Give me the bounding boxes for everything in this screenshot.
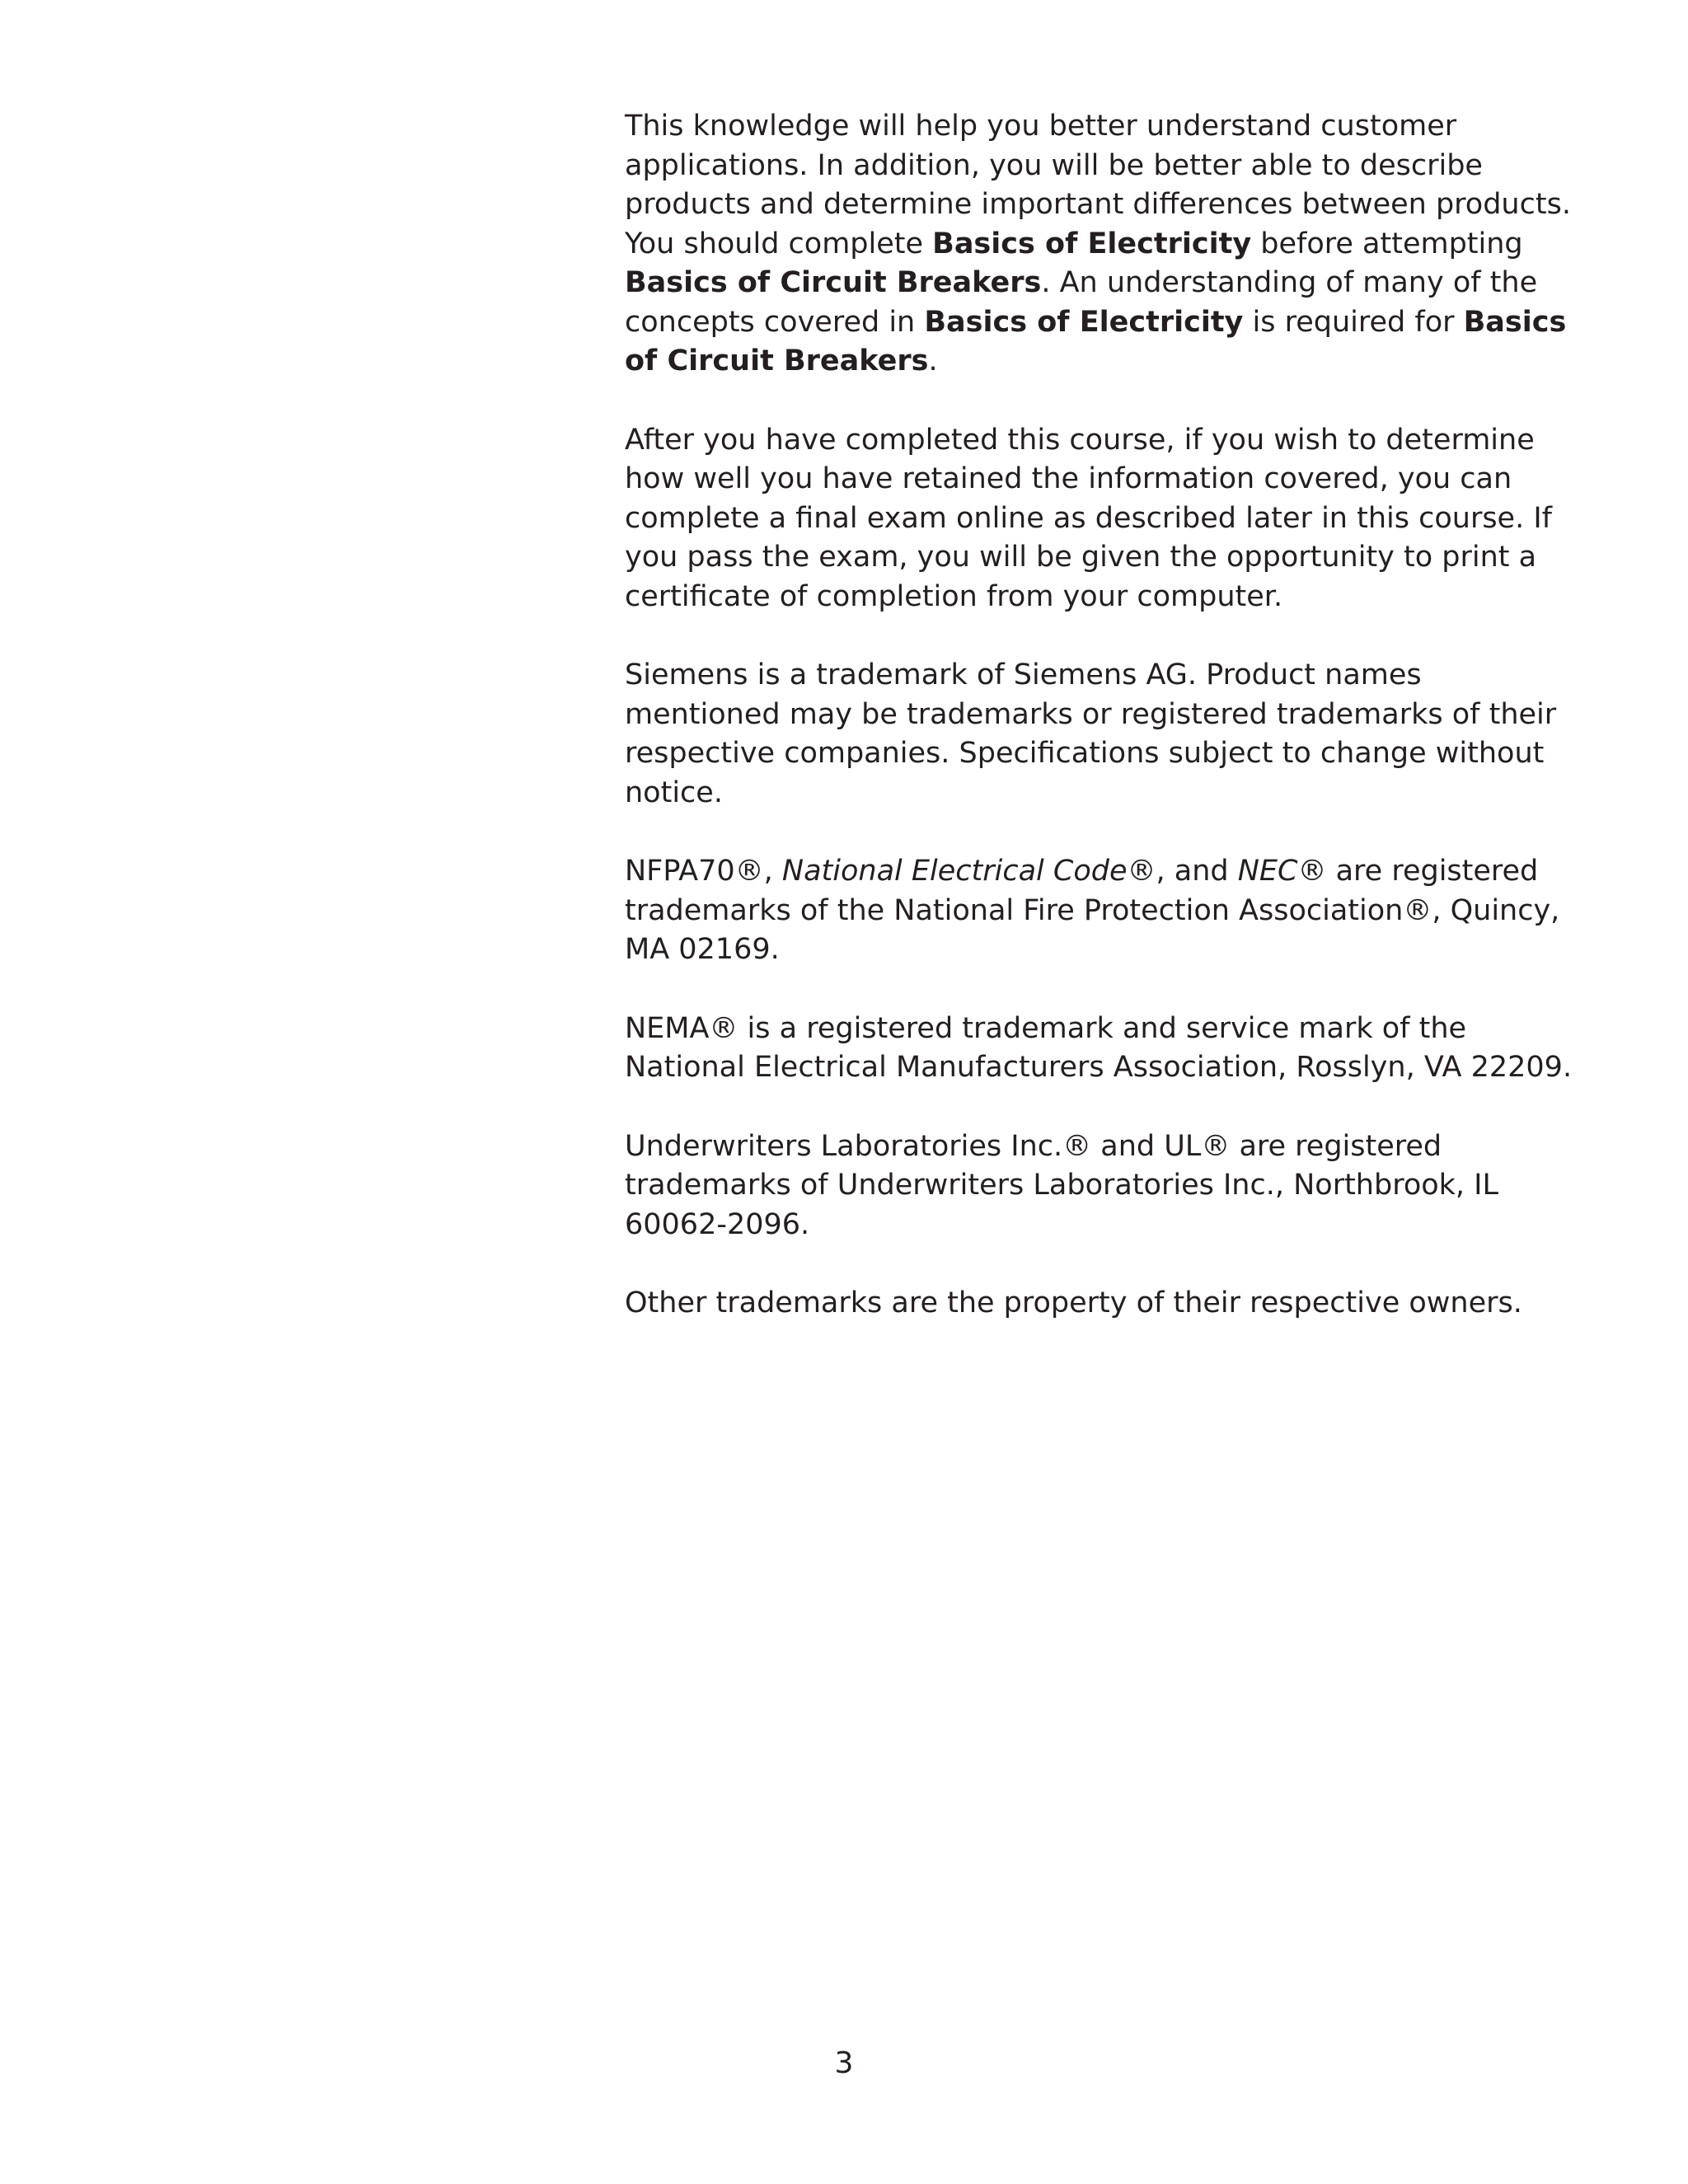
text-run: . xyxy=(928,344,938,377)
bold-course-title: Basics of Circuit Breakers xyxy=(625,266,1042,299)
paragraph-final-exam: After you have completed this course, if you wish to determine how well you have retained the information covered, you can complete a final exam online as described later in this course. If you pass the exam, you will be given the opportunity to print a certificate of completion from your computer. xyxy=(625,423,1552,613)
bold-course-title: Basics of Electricity xyxy=(924,305,1244,339)
italic-code-name: National Electrical Code xyxy=(781,855,1128,888)
text-run: ®, and xyxy=(1127,855,1238,888)
bold-course-title: Basics of Electricity xyxy=(932,227,1252,260)
page-number: 3 xyxy=(834,2046,854,2080)
paragraph-nfpa-trademark xyxy=(625,852,1573,970)
text-run: before attempting xyxy=(1251,227,1523,260)
text-run: NFPA70®, xyxy=(625,855,782,888)
text-run: is required for xyxy=(1243,305,1464,339)
paragraph-course-prerequisites xyxy=(625,107,1573,382)
text-run: This knowledge will help you better understand customer applications. In addition, you will be better able to describe products and determine important differences between products. You should complete xyxy=(625,110,1571,260)
body-text-column xyxy=(625,107,1573,1363)
italic-code-name: NEC xyxy=(1237,855,1298,888)
paragraph-siemens-trademark: Siemens is a trademark of Siemens AG. Product names mentioned may be trademarks or registered trademarks of their respective companies. Specifications subject to change without notice. xyxy=(625,658,1557,809)
bold-course-title: Basics of Circuit Breakers xyxy=(625,305,1567,377)
text-run: ® are registered trademarks of the National Fire Protection Association®, Quincy, MA 02169. xyxy=(625,855,1560,966)
paragraph-ul-trademark: Underwriters Laboratories Inc.® and UL® are registered trademarks of Underwriters Laboratories Inc., Northbrook, IL 60062-2096. xyxy=(625,1129,1498,1241)
paragraph-other-trademarks: Other trademarks are the property of their respective owners. xyxy=(625,1286,1522,1319)
text-run: . An understanding of many of the concepts covered in xyxy=(625,266,1538,339)
paragraph-nema-trademark: NEMA® is a registered trademark and service mark of the National Electrical Manufacturers Association, Rosslyn, VA 22209. xyxy=(625,1011,1573,1084)
